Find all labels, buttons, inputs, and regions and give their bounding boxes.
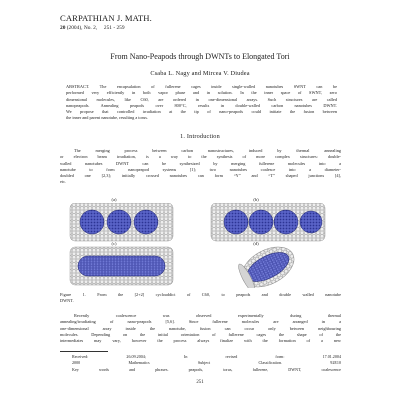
body-line: nanotube to form nanopeapod systems [1]; two nanotubes coalesce into a diameter- [60,166,341,172]
fullerene-cage [80,210,104,234]
issue-line [60,25,125,31]
caption-line: Figure 1. From the [2+2] cycloaddict of C60, to peapods and double walled nanotube [60,292,341,297]
figure-caption [60,292,341,305]
article-title: From Nano-Peapods through DWNTs to Elongated Tori [110,52,290,61]
abstract-line: dimensional molecules, like C60, are ordered in one-dimensional arrays. Such structures are called [66,96,337,102]
body-line: etc. [60,179,67,185]
panel-b-fused-peapod [211,203,325,241]
body-paragraph [60,313,341,344]
page-number: 251 [196,380,204,385]
fullerene-cage [274,210,298,234]
journal-name: CARPATHIAN J. MATH. [60,13,152,23]
intro-paragraph [60,148,341,186]
fullerene-cage [134,210,158,234]
page-range: 251 - 259 [103,25,125,31]
panel-a-peapod [70,203,173,241]
volume-number: 20 [60,25,66,31]
footnote-line: Received: 26.09.2004; In revised form: 17.01.2004 [72,354,341,359]
fullerene-cage [224,210,248,234]
article-authors: Csaba L. Nagy and Mircea V. Diudea [150,70,250,77]
body-line: molecules. Depending on the initial orientation of fullerene cages the shape of the [60,331,341,337]
footnote-line: Key words and phrases. peapods, torus, fullerene, DWNT, coalescence [72,366,341,372]
year-issue: (2004), No. 2, [66,25,98,31]
body-line: The merging process between carbon nanostructures, induced by thermal annealing [74,148,341,153]
figure-1-illustration [60,203,341,288]
panel-d-dwnt-perspective [235,239,300,288]
abstract-line: ABSTRACT. The encapsulation of fullerene cages inside single-walled nanotubes SWNT can be [66,84,337,89]
body-line: walled nanotubes DWNT can be synthesized by merging fullerene molecules into a [60,160,341,166]
footnote-rule [60,351,108,352]
panel-c-dwnt [70,247,173,285]
body-line: annealing/irradiating of nano-peapods [5,6]. Since fullerene molecules are arranged in a [60,319,341,325]
body-line: Recently coalescence was observed experimentally during thermal [74,313,341,318]
body-line: doubled one [2,3]; initially crossed nanotubes can form “Y” and “T” shaped junctions [4], [60,173,341,179]
panel-label-d: (d) [253,241,259,246]
abstract-line: nanopeapods. Annealing peapods over 800°C, results in double-walled carbon nanotubes DWNT. [66,102,337,108]
body-line: one-dimensional array inside the nanotube, fusion can occur only between neighbouring [60,325,341,331]
abstract [66,84,337,122]
abstract-line: performed very efficiently in both vapor phase and in solution. In the inner space of SWNT, zero [66,90,337,96]
panel-label-c: (c) [111,241,117,246]
section-heading: 1. Introduction [180,133,220,140]
fullerene-cage [249,210,273,234]
panel-label-a: (a) [111,197,117,202]
footnote-line: 2000 Mathematics Subject Classification. 92E10 [72,360,341,366]
panel-label-b: (b) [253,197,259,202]
body-line: or electron beam irradiation, is a way to the synthesis of more complex structures: double- [60,154,341,160]
body-line: intermediates may vary, however the process always finalize with the formation of a new [60,338,341,344]
fullerene-cage [300,211,322,233]
footnotes [60,354,341,373]
fullerene-cage [107,210,131,234]
caption-line: DWNT. [60,298,74,304]
abstract-line: the inner and parent nanotube, resulting a torus. [66,115,148,121]
abstract-line: We propose that controlled irradiation at the tip of nano-peapods could initiate the fusion between [66,109,337,115]
